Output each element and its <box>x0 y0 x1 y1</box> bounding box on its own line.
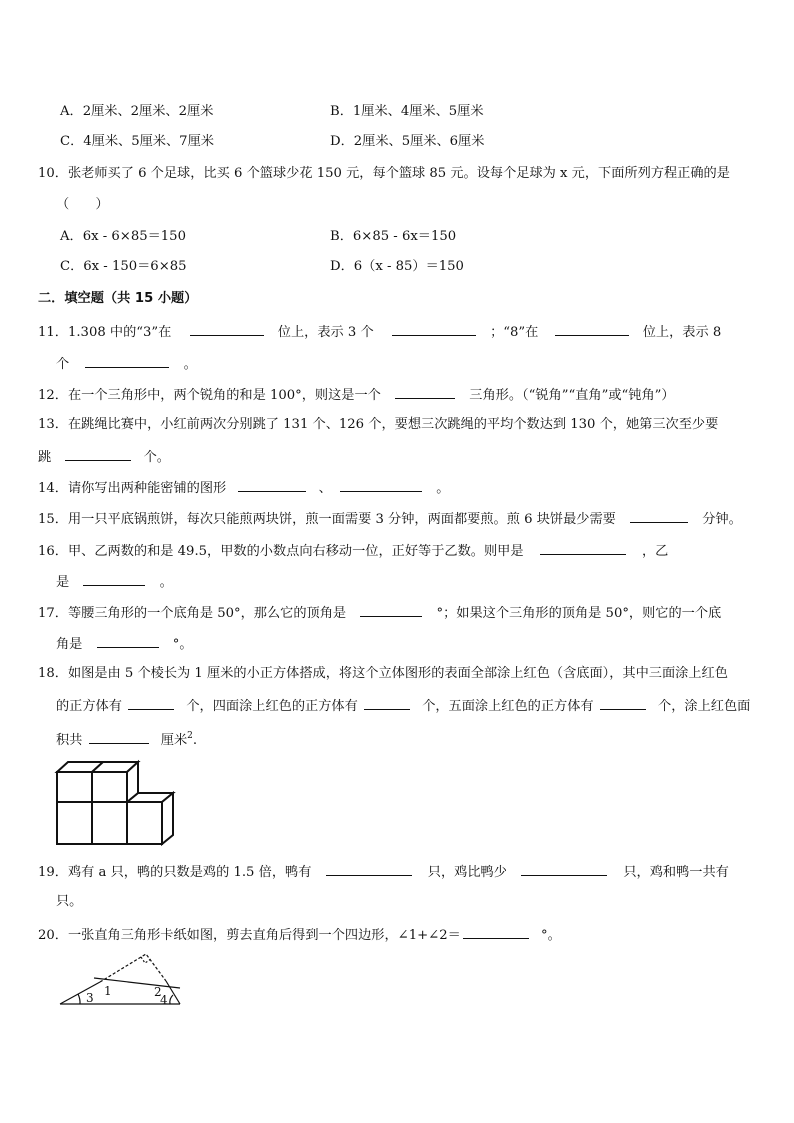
cube-front <box>57 802 92 844</box>
q18-text: 个，四面涂上红色的正方体有 <box>186 699 358 714</box>
q9-option-a: A．2厘米、2厘米、2厘米 <box>60 104 214 119</box>
q18-text: 个，五面涂上红色的正方体有 <box>422 699 594 714</box>
q18-text: . <box>192 733 198 748</box>
q17-line1 <box>38 603 721 623</box>
q15-text: 分钟。 <box>702 512 742 527</box>
q20-blank[interactable] <box>463 925 529 939</box>
q16-line1 <box>38 541 668 561</box>
q13-line1: 13．在跳绳比赛中，小红前两次分别跳了 131 个、126 个，要想三次跳绳的平均个数达到 130 个，她第三次至少要 <box>38 417 719 432</box>
angle-label-3: 3 <box>86 991 94 1005</box>
cube-side <box>162 793 173 844</box>
cube-front <box>127 802 162 844</box>
q13-line2 <box>38 447 170 467</box>
q12-line <box>38 385 675 405</box>
q17-text: 角是 <box>56 637 83 652</box>
q10-answer-bracket: （ ） <box>56 197 109 212</box>
q12-text: 三角形。（“锐角”“直角”或“钝角”） <box>469 388 675 403</box>
q11-text: ；“8”在 <box>490 325 539 340</box>
q10-option-b: B．6×85 - 6x＝150 <box>330 229 457 244</box>
q16-text: 是 <box>56 575 70 590</box>
q20-text: °。 <box>540 928 561 943</box>
q10-option-d: D．6（x - 85）＝150 <box>330 259 464 274</box>
cube-front <box>57 772 92 802</box>
q18-line3 <box>56 727 197 750</box>
triangle-right-side <box>166 981 180 1004</box>
q16-text: 16．甲、乙两数的和是 49.5，甲数的小数点向右移动一位，正好等于乙数。则甲是 <box>38 544 524 559</box>
q11-text: 。 <box>183 357 197 372</box>
q13-text: 跳 <box>38 450 52 465</box>
q19-text: 只，鸡和鸭一共有 <box>623 865 729 880</box>
q14-blank-2[interactable] <box>340 478 422 492</box>
q11-blank-1[interactable] <box>190 322 264 336</box>
q19-line2: 只。 <box>56 894 83 909</box>
q19-text: 只，鸡比鸭少 <box>427 865 507 880</box>
angle-label-1: 1 <box>104 984 112 998</box>
q18-blank-2[interactable] <box>364 696 410 710</box>
q19-blank-2[interactable] <box>521 862 607 876</box>
q17-blank-2[interactable] <box>97 634 159 648</box>
q11-blank-3[interactable] <box>555 322 629 336</box>
q18-line2 <box>56 696 750 716</box>
angle-label-4: 4 <box>160 993 168 1007</box>
angle-label-2: 2 <box>154 985 162 999</box>
section-fill-in-heading: 二．填空题（共 15 小题） <box>38 291 198 306</box>
cube-front <box>92 802 127 844</box>
q11-text: 个 <box>56 357 70 372</box>
q10-option-c: C．6x - 150＝6×85 <box>60 259 187 274</box>
q19-line1 <box>38 862 729 882</box>
q15-line <box>38 509 742 529</box>
q18-blank-3[interactable] <box>600 696 646 710</box>
q15-text: 15．用一只平底锅煎饼，每次只能煎两块饼，煎一面需要 3 分钟，两面都要煎。煎 6 块饼最少需要 <box>38 512 616 527</box>
q9-option-b: B．1厘米、4厘米、5厘米 <box>330 104 484 119</box>
q18-text: 厘米 <box>160 733 188 748</box>
q15-blank[interactable] <box>630 509 688 523</box>
q11-text: 位上，表示 3 个 <box>277 325 374 340</box>
q17-blank-1[interactable] <box>360 603 422 617</box>
q17-text: 17．等腰三角形的一个底角是 50°，那么它的顶角是 <box>38 606 347 621</box>
q11-line1 <box>38 322 721 342</box>
q18-blank-4[interactable] <box>89 730 149 744</box>
q18-line1: 18．如图是由 5 个棱长为 1 厘米的小正方体搭成，将这个立体图形的表面全部涂上红色（含底面），其中三面涂上红色 <box>38 666 728 681</box>
q12-blank[interactable] <box>395 385 455 399</box>
q9-option-c: C．4厘米、5厘米、7厘米 <box>60 134 214 149</box>
q16-line2 <box>56 572 173 592</box>
cubes-figure <box>56 760 176 846</box>
q10-stem: 10．张老师买了 6 个足球，比买 6 个篮球少花 150 元，每个篮球 85 元。设每个足球为 x 元，下面所列方程正确的是 <box>38 166 730 181</box>
q13-text: 个。 <box>143 450 170 465</box>
q11-blank-4[interactable] <box>85 354 169 368</box>
q10-option-a: A．6x - 6×85＝150 <box>60 229 186 244</box>
q18-text: 的正方体有 <box>56 699 122 714</box>
q9-option-d: D．2厘米、5厘米、6厘米 <box>330 134 485 149</box>
triangle-figure <box>56 948 186 1008</box>
q11-blank-2[interactable] <box>392 322 476 336</box>
q11-text: 11．1.308 中的“3”在 <box>38 325 172 340</box>
cube-front <box>92 772 127 802</box>
q14-text: 14．请你写出两种能密铺的图形 <box>38 481 227 496</box>
q13-blank[interactable] <box>65 447 131 461</box>
q17-text: °；如果这个三角形的顶角是 50°，则它的一个底 <box>436 606 722 621</box>
q14-text: 、 <box>318 481 332 496</box>
q11-line2 <box>56 354 197 374</box>
angle-arc-3 <box>78 994 80 1004</box>
q18-exponent: 2 <box>187 731 193 741</box>
q14-line <box>38 478 449 498</box>
q18-blank-1[interactable] <box>128 696 174 710</box>
q16-blank-1[interactable] <box>540 541 626 555</box>
q16-text: 。 <box>159 575 173 590</box>
right-angle-mark <box>141 957 151 963</box>
q17-text: °。 <box>172 637 193 652</box>
q17-line2 <box>56 634 193 654</box>
angle-arc-4 <box>170 995 173 1004</box>
q11-text: 位上，表示 8 <box>642 325 722 340</box>
q14-blank-1[interactable] <box>238 478 306 492</box>
q19-text: 19．鸡有 a 只，鸭的只数是鸡的 1.5 倍，鸭有 <box>38 865 312 880</box>
q16-text: ，乙 <box>641 544 669 559</box>
q20-text: 20．一张直角三角形卡纸如图，剪去直角后得到一个四边形，∠1+∠2＝ <box>38 928 461 943</box>
q18-text: 个，涂上红色面 <box>658 699 751 714</box>
q14-text: 。 <box>436 481 450 496</box>
q19-blank-1[interactable] <box>326 862 412 876</box>
q20-line <box>38 925 561 945</box>
q18-text: 积共 <box>56 733 83 748</box>
q12-text: 12．在一个三角形中，两个锐角的和是 100°，则这是一个 <box>38 388 381 403</box>
removed-corner <box>100 954 166 982</box>
q16-blank-2[interactable] <box>83 572 145 586</box>
